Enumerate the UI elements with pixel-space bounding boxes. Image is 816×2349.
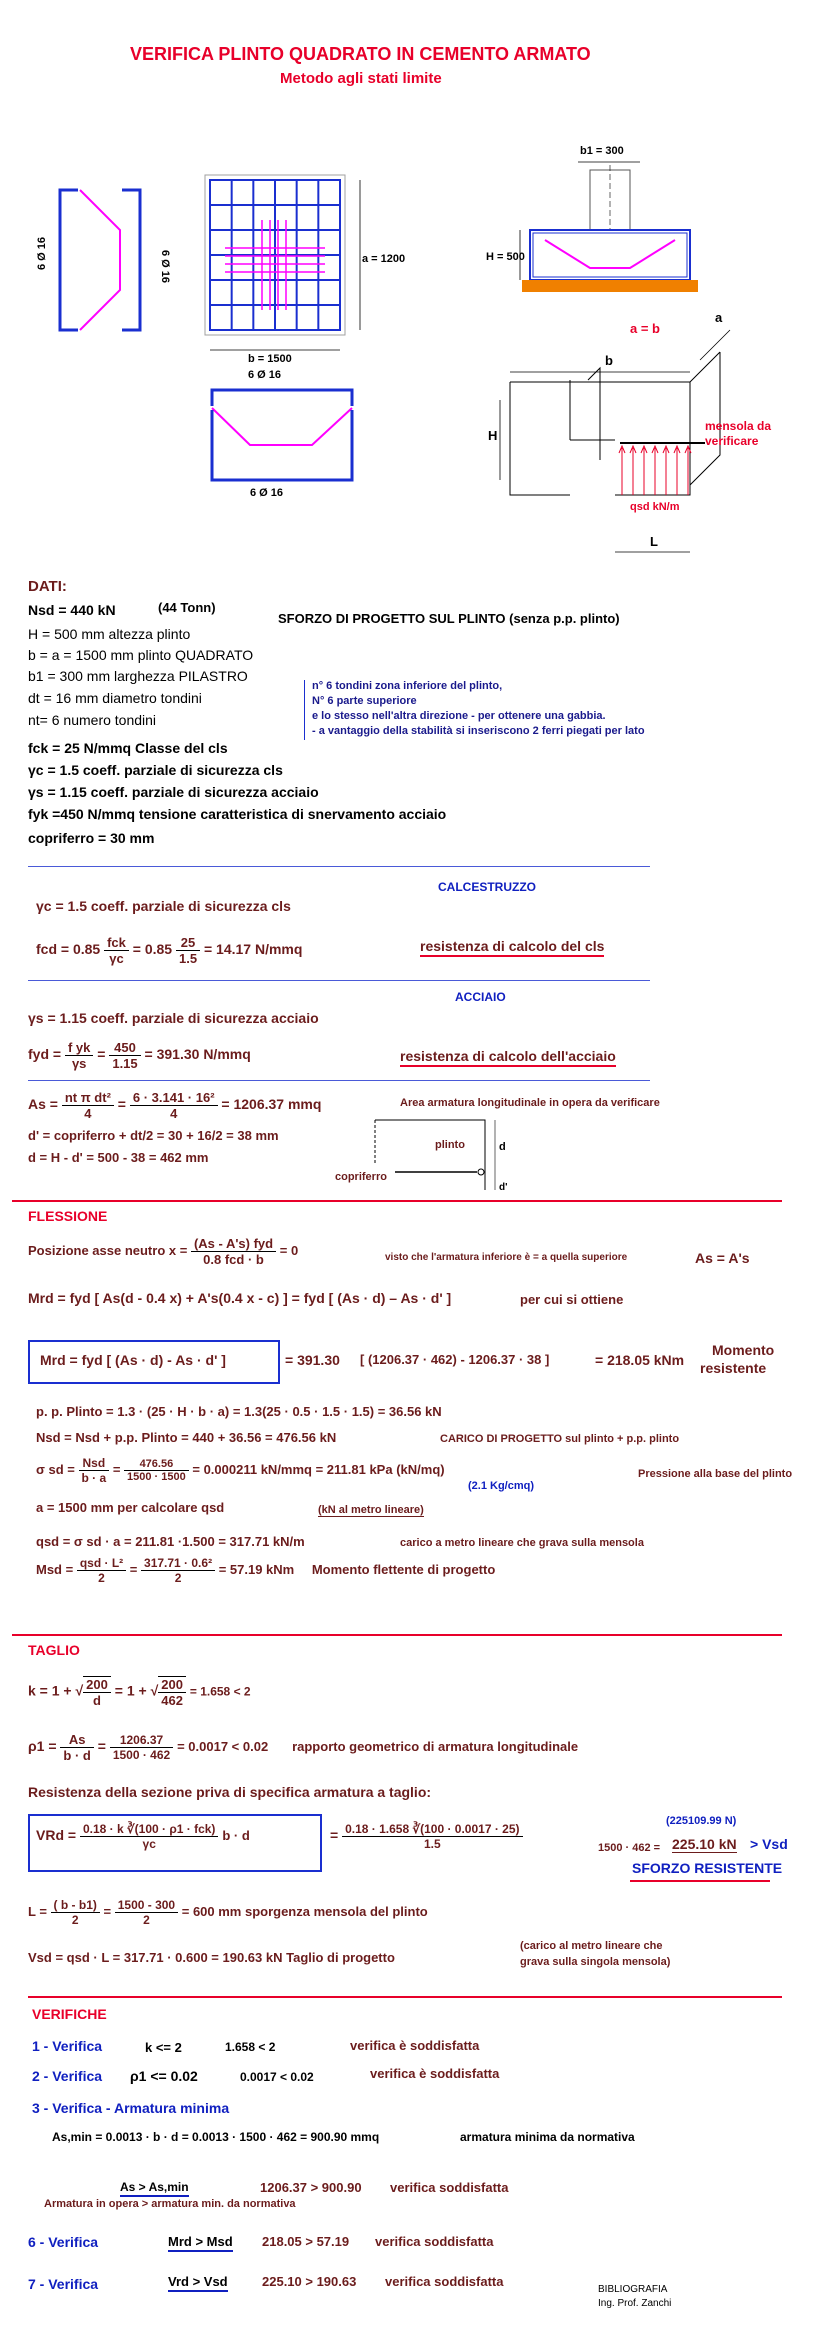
b1-label: b1 = 300 [580, 145, 624, 157]
verificare-label: verificare [705, 434, 759, 448]
v3-asmin-note: armatura minima da normativa [460, 2130, 635, 2144]
flessione-mrd1-note: per cui si ottiene [520, 1292, 624, 1307]
flessione-qsd: qsd = σ sd · a = 211.81 ·1.500 = 317.71 kN/m [36, 1534, 305, 1549]
taglio-vrd-res: 225.10 kN [672, 1836, 737, 1852]
v7-val: 225.10 > 190.63 [262, 2274, 357, 2289]
flessione-mrd2-lab1: Momento [712, 1342, 775, 1358]
v6-val: 218.05 > 57.19 [262, 2234, 350, 2249]
acc-gs: γs = 1.15 coeff. parziale di sicurezza acciaio [28, 1010, 319, 1026]
flessione-sigma-kg: (2.1 Kg/cmq) [468, 1480, 535, 1492]
flessione-pos: Posizione asse neutro x = $\frac{\text{(As - A's) fyd}}{\text{0.8 fcd · b}}$ = 0 [28, 1236, 299, 1267]
v7-label: 7 - Verifica [28, 2276, 99, 2292]
flessione-a1500-note: (kN al metro lineare) [318, 1504, 424, 1516]
flessione-mrd2-lhs: Mrd = fyd [ (As · d) - As · d' ] [40, 1352, 226, 1368]
as-dprime: d' = copriferro + dt/2 = 30 + 16/2 = 38 mm [28, 1128, 279, 1143]
taglio-k: k = 1 + √ $\frac{200}{d}$ = 1 + √ $\frac{200}{462}$ = 1.658 < 2 [28, 1677, 251, 1708]
mensola-label: mensola da [705, 419, 772, 433]
flessione-sigma-note: Pressione alla base del plinto [638, 1468, 793, 1480]
taglio-res-head: Resistenza della sezione priva di specifica armatura a taglio: [28, 1784, 432, 1800]
dati-heading: DATI: [28, 578, 67, 595]
flessione-mrd2-br: [ (1206.37 · 462) - 1206.37 · 38 ] [360, 1352, 550, 1367]
cls-label: resistenza di calcolo del cls [420, 938, 604, 954]
page-title: VERIFICA PLINTO QUADRATO IN CEMENTO ARMATO [130, 44, 591, 64]
H-label: H [488, 428, 498, 443]
L-label: L [650, 534, 658, 549]
acc-heading: ACCIAIO [455, 990, 506, 1004]
cls-heading: CALCESTRUZZO [438, 880, 536, 894]
taglio-vsd: Vsd = qsd · L = 317.71 · 0.600 = 190.63 kN Taglio di progetto [28, 1950, 395, 1965]
biblio-label: BIBLIOGRAFIA [598, 2284, 668, 2295]
v4-cond: As > As,min [120, 2180, 189, 2194]
taglio-vrd-tail: 1500 · 462 = [598, 1842, 661, 1854]
flessione-mrd2-lab2: resistente [700, 1360, 767, 1376]
v2-val: 0.0017 < 0.02 [240, 2070, 314, 2084]
as-label: Area armatura longitudinale in opera da verificare [400, 1097, 660, 1109]
v4-val: 1206.37 > 900.90 [260, 2180, 362, 2195]
dati-gs: γs = 1.15 coeff. parziale di sicurezza acciaio [28, 784, 319, 800]
flessione-nsd: Nsd = Nsd + p.p. Plinto = 440 + 36.56 = 476.56 kN [36, 1430, 337, 1445]
sketch-plinto: plinto [435, 1139, 465, 1151]
flessione-sigma: σ sd = $\frac{\text{Nsd}}{b \cdot a}$ = $\frac{476.56}{1500 \cdot 1500}$ = 0.000211 kN/mmq = 211.81 kPa (kN/mq) [36, 1456, 445, 1485]
b-label: b [605, 353, 613, 368]
taglio-heading: TAGLIO [28, 1642, 80, 1658]
cls-fcd: fcd = 0.85 $\frac{\text{fck}}{\gamma c}$ = 0.85 $\frac{25}{1.5}$ = 14.17 N/mmq [36, 935, 303, 966]
dati-ba: b = a = 1500 mm plinto QUADRATO [28, 647, 254, 663]
dati-b1: b1 = 300 mm larghezza PILASTRO [28, 668, 248, 684]
flessione-a1500: a = 1500 mm per calcolare qsd [36, 1500, 225, 1515]
taglio-rho: ρ1 = $\frac{As}{b \cdot d}$ = $\frac{1206.37}{1500 \cdot 462}$ = 0.0017 < 0.02 rapporto geometrico di armatura longitudinale [28, 1732, 579, 1763]
acc-label: resistenza di calcolo dell'acciaio [400, 1048, 616, 1064]
figure [0, 100, 816, 690]
dati-fck: fck = 25 N/mmq Classe del cls [28, 740, 228, 756]
v1-val: 1.658 < 2 [225, 2040, 276, 2054]
qsd-label: qsd kN/m [630, 501, 680, 513]
v4-res: verifica soddisfatta [390, 2180, 509, 2195]
biblio-author: Ing. Prof. Zanchi [598, 2298, 672, 2309]
flessione-mrd1: Mrd = fyd [ As(d - 0.4 x) + A's(0.4 x - c) ] = fyd [ (As · d) – As · d' ] [28, 1290, 452, 1306]
flessione-mrd2-val: = 391.30 [285, 1352, 340, 1368]
flessione-nsd-note: CARICO DI PROGETTO sul plinto + p.p. plinto [440, 1433, 680, 1445]
v2-res: verifica è soddisfatta [370, 2066, 500, 2081]
v2-cond: ρ1 <= 0.02 [130, 2068, 198, 2084]
dati-sforzo: SFORZO DI PROGETTO SUL PLINTO (senza p.p. plinto) [278, 611, 620, 626]
a-label: a [715, 310, 723, 325]
bent-bar-left [60, 190, 140, 330]
flessione-heading: FLESSIONE [28, 1208, 108, 1224]
verifiche-heading: VERIFICHE [32, 2006, 107, 2022]
bar-label-bottom-1: 6 Ø 16 [248, 369, 282, 381]
bent-bar-bottom [212, 390, 352, 480]
page-subtitle: Metodo agli stati limite [280, 70, 442, 87]
load-arrows [619, 446, 691, 495]
taglio-vrd-lab: SFORZO RESISTENTE [632, 1860, 783, 1876]
taglio-l: L = $\frac{( b - b1)}{2}$ = $\frac{1500 - 300}{2}$ = 600 mm sporgenza mensola del plinto [28, 1898, 428, 1927]
acc-fyd: fyd = $\frac{\text{f yk}}{\gamma s}$ = $\frac{450}{1.15}$ = 391.30 N/mmq [28, 1040, 251, 1071]
dati-dt: dt = 16 mm diametro tondini [28, 690, 202, 706]
h-label: H = 500 [486, 251, 525, 263]
as-formula: As = $\frac{\text{nt π dt²}}{4}$ = $\frac{\text{6 · 3.141 · 16²}}{4}$ = 1206.37 mmq [28, 1090, 322, 1121]
v7-res: verifica soddisfatta [385, 2274, 504, 2289]
flessione-mrd2-res: = 218.05 kNm [595, 1352, 685, 1368]
dati-copri: copriferro = 30 mm [28, 830, 155, 846]
cls-gc: γc = 1.5 coeff. parziale di sicurezza cls [36, 898, 291, 914]
taglio-vrd: VRd = $\frac{\text{0.18 · k ∛(100 · ρ1 · fck)}}{\gamma c}$ b · d [36, 1822, 250, 1851]
sketch-copriferro: copriferro [335, 1171, 387, 1183]
sketch-dprime: d' [499, 1182, 508, 1193]
v7-cond: Vrd > Vsd [168, 2274, 228, 2289]
dati-h: H = 500 mm altezza plinto [28, 626, 191, 642]
v1-cond: k <= 2 [145, 2040, 182, 2055]
bar-label-bottom-2: 6 Ø 16 [250, 487, 284, 499]
plan-grid-lines [210, 180, 340, 330]
taglio-vrd-n: (225109.99 N) [666, 1815, 737, 1827]
dati-note-4: - a vantaggio della stabilità si inseriscono 2 ferri piegati per lato [312, 725, 645, 737]
dati-nsd: Nsd = 440 kN [28, 602, 116, 618]
v1-res: verifica è soddisfatta [350, 2038, 480, 2053]
section-sketch [335, 1110, 555, 1200]
dati-note-3: e lo stesso nell'altra direzione - per ottenere una gabbia. [312, 710, 606, 722]
dati-tonn: (44 Tonn) [158, 600, 216, 615]
taglio-vsd-note-2: grava sulla singola mensola) [520, 1956, 671, 1968]
v1-label: 1 - Verifica [32, 2038, 103, 2054]
v6-label: 6 - Verifica [28, 2234, 99, 2250]
taglio-vrd-gt: > Vsd [750, 1836, 788, 1852]
flessione-pp: p. p. Plinto = 1.3 · (25 · H · b · a) = 1.3(25 · 0.5 · 1.5 · 1.5) = 36.56 kN [36, 1404, 442, 1419]
flessione-pos-note: visto che l'armatura inferiore è = a quella superiore [385, 1252, 628, 1263]
as-d: d = H - d' = 500 - 38 = 462 mm [28, 1150, 209, 1165]
dati-gc: γc = 1.5 coeff. parziale di sicurezza cls [28, 762, 283, 778]
flessione-msd: Msd = $\frac{\text{qsd · L²}}{2}$ = $\frac{\text{317.71 · 0.6²}}{2}$ = 57.19 kNm Momento flettente di progetto [36, 1556, 496, 1585]
flessione-qsd-note: carico a metro lineare che grava sulla mensola [400, 1537, 644, 1549]
v6-res: verifica soddisfatta [375, 2234, 494, 2249]
flessione-pos-as: As = A's [695, 1250, 750, 1266]
dim-a-label: a = 1200 [362, 253, 406, 265]
dati-nt: nt= 6 numero tondini [28, 712, 157, 728]
dati-fyk: fyk =450 N/mmq tensione caratteristica di snervamento acciaio [28, 806, 447, 822]
v3-asmin: As,min = 0.0013 · b · d = 0.0013 · 1500 · 462 = 900.90 mmq [52, 2130, 380, 2144]
v3-label: 3 - Verifica - Armatura minima [32, 2100, 230, 2116]
bar-label-left-1: 6 Ø 16 [36, 236, 48, 270]
ab-label: a = b [630, 321, 660, 336]
v2-label: 2 - Verifica [32, 2068, 103, 2084]
sketch-d: d [499, 1141, 506, 1153]
v6-cond: Mrd > Msd [168, 2234, 233, 2249]
taglio-vrd-values: = $\frac{0.18 \cdot 1.658 ∛(100 \cdot 0.0017 \cdot 25)}{1.5}$ [330, 1822, 523, 1851]
dati-note-1: n° 6 tondini zona inferiore del plinto, [312, 680, 503, 692]
dati-note-2: N° 6 parte superiore [312, 695, 417, 707]
taglio-vsd-note-1: (carico al metro lineare che [520, 1940, 663, 1952]
bar-label-left-2: 6 Ø 16 [159, 250, 171, 284]
v4-sub: Armatura in opera > armatura min. da normativa [44, 2198, 296, 2210]
dim-b-label: b = 1500 [248, 353, 292, 365]
